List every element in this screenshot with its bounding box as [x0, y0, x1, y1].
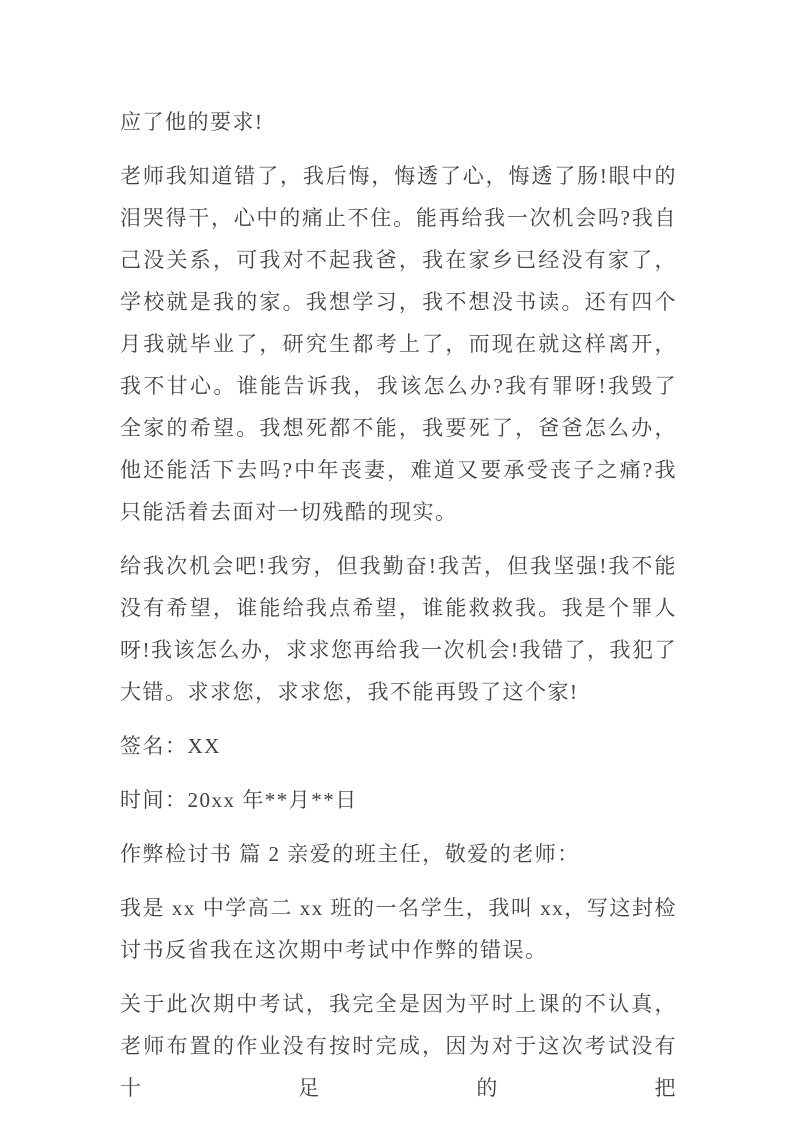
signature-line: 签名：XX — [120, 734, 221, 758]
paragraph-regret: 老师我知道错了，我后悔，悔透了心，悔透了肠!眼中的泪哭得干，心中的痛止不住。能再给我一次机会吗?我自己没关系，可我对不起我爸，我在家乡已经没有家了，学校就是我的家。我想学习，我不想没书读。还有四个月我就毕业了，研究生都考上了，而现在就这样离开，我不甘心。谁能告诉我，我该怎么办?我有罪呀!我毁了全家的希望。我想死都不能，我要死了，爸爸怎么办，他还能活下去吗?中年丧妻，难道又要承受丧子之痛?我只能活着去面对一切残酷的现实。 — [120, 164, 677, 524]
section-2-heading: 作弊检讨书 篇 2 亲爱的班主任，敬爱的老师： — [120, 842, 580, 866]
paragraph-exam-reflection: 关于此次期中考试，我完全是因为平时上课的不认真，老师布置的作业没有按时完成，因为对于这次考试没有十足的把 — [120, 992, 677, 1100]
paragraph-plea: 给我次机会吧!我穷，但我勤奋!我苦，但我坚强!我不能没有希望，谁能给我点希望，谁能救救我。我是个罪人呀!我该怎么办，求求您再给我一次机会!我错了，我犯了 大错。求求您，求求您，我不能再毁了这个家! — [120, 554, 677, 704]
date-line: 时间：20xx 年**月**日 — [120, 788, 358, 812]
paragraph-self-introduction: 我是 xx 中学高二 xx 班的一名学生，我叫 xx，写这封检讨书反省我在这次期中考试中作弊的错误。 — [120, 896, 677, 962]
paragraph-continuation-line: 应了他的要求! — [120, 110, 264, 134]
